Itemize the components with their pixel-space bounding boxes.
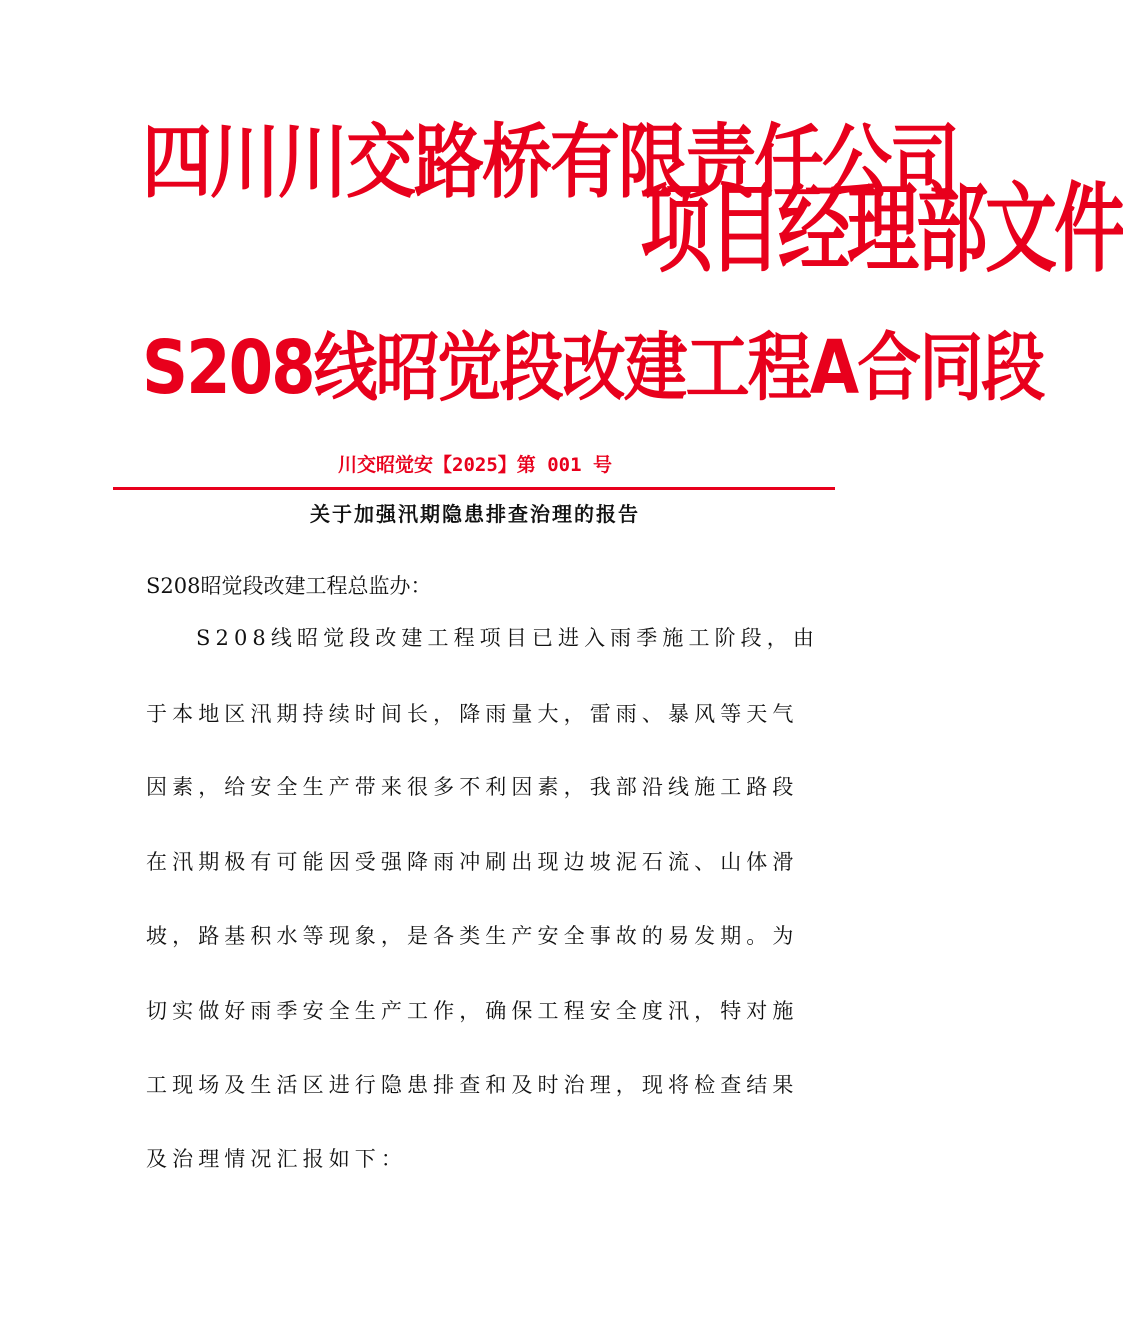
project-name: S208线昭觉段改建工程A合同段 <box>142 326 1044 412</box>
document-number: 川交昭觉安【2025】第 001 号 <box>338 454 612 476</box>
body-line: 切实做好雨季安全生产工作，确保工程安全度汛，特对施 <box>146 999 799 1023</box>
body-line: 坡，路基积水等现象，是各类生产安全事故的易发期。为 <box>146 924 799 948</box>
salutation: S208昭觉段改建工程总监办： <box>146 574 432 598</box>
document-title: 关于加强汛期隐患排查治理的报告 <box>310 502 640 526</box>
body-line: 工现场及生活区进行隐患排查和及时治理，现将检查结果 <box>146 1073 799 1097</box>
body-line: S208线昭觉段改建工程项目已进入雨季施工阶段，由 <box>196 626 819 650</box>
body-line: 在汛期极有可能因受强降雨冲刷出现边坡泥石流、山体滑 <box>146 850 799 874</box>
body-line: 因素，给安全生产带来很多不利因素，我部沿线施工路段 <box>146 775 799 799</box>
organization-name: 四川川交路桥有限责任公司 <box>142 115 958 210</box>
red-divider-line <box>113 487 835 490</box>
body-line: 及治理情况汇报如下： <box>146 1147 407 1171</box>
document-kind: 项目经理部文件 <box>640 171 1123 286</box>
body-line: 于本地区汛期持续时间长，降雨量大，雷雨、暴风等天气 <box>146 702 799 726</box>
